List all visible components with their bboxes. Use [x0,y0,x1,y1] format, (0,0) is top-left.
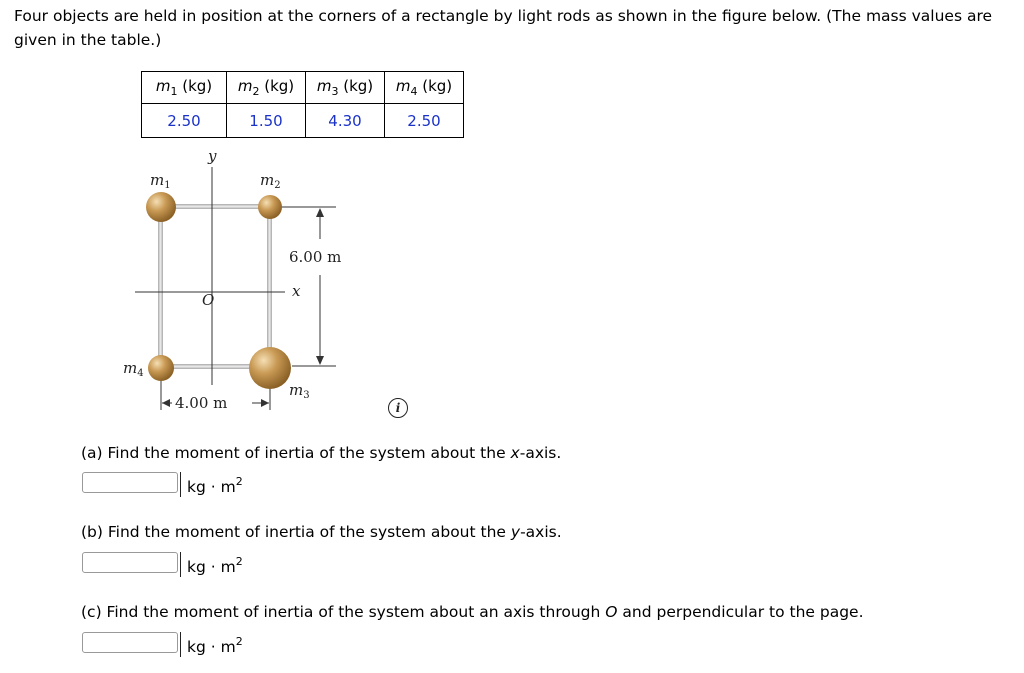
value-m2: 1.50 [227,104,306,138]
answer-b-unit: kg · $m^2$ [180,552,243,577]
question-a: (a) Find the moment of inertia of the system about the x-axis. [81,444,562,462]
mass-m3-ball [249,347,291,389]
answer-c-input[interactable] [82,632,178,653]
height-label: 6.00 m [289,248,342,266]
mass-table-header-row [142,72,464,104]
mass-m1-ball [146,192,176,222]
mass-m4-ball [148,355,174,381]
info-icon[interactable]: i [388,398,408,418]
answer-a-unit: kg · $m^2$ [180,472,243,497]
answer-a-input[interactable] [82,472,178,493]
x-axis-label: x [292,282,301,300]
m4-label: $m_4$ [123,359,144,379]
answer-c-unit: kg · $m^2$ [180,632,243,657]
dim-height-arrow-down [316,356,324,365]
y-axis-label: y [208,147,217,165]
answer-b-input[interactable] [82,552,178,573]
m1-label: $m_1$ [150,171,171,191]
header-m1: $m_1$ (kg) [142,72,227,104]
rectangle-figure [112,145,362,420]
problem-statement: Four objects are held in position at the corners of a rectangle by light rods as shown in the figure below. (The mass values are given in the table.) [14,7,993,49]
header-m2: $m_2$ (kg) [227,72,306,104]
dim-width-arrow-left [162,399,170,407]
question-c: (c) Find the moment of inertia of the system about an axis through O and perpendicular to the page. [81,603,864,621]
width-label: 4.00 m [175,394,228,412]
value-m3: 4.30 [306,104,385,138]
header-m3: $m_3$ (kg) [306,72,385,104]
m2-label: $m_2$ [260,171,281,191]
question-b: (b) Find the moment of inertia of the system about the y-axis. [81,523,562,541]
origin-label: O [202,291,215,309]
mass-table-value-row [142,104,464,138]
mass-table [141,71,464,138]
value-m4: 2.50 [385,104,464,138]
m3-label: $m_3$ [289,381,310,401]
header-m4: $m_4$ (kg) [385,72,464,104]
right-rod [267,207,272,365]
value-m1: 2.50 [142,104,227,138]
dim-width-arrow-right [261,399,269,407]
left-rod [158,207,163,365]
mass-m2-ball [258,195,282,219]
dim-height-arrow-up [316,208,324,217]
